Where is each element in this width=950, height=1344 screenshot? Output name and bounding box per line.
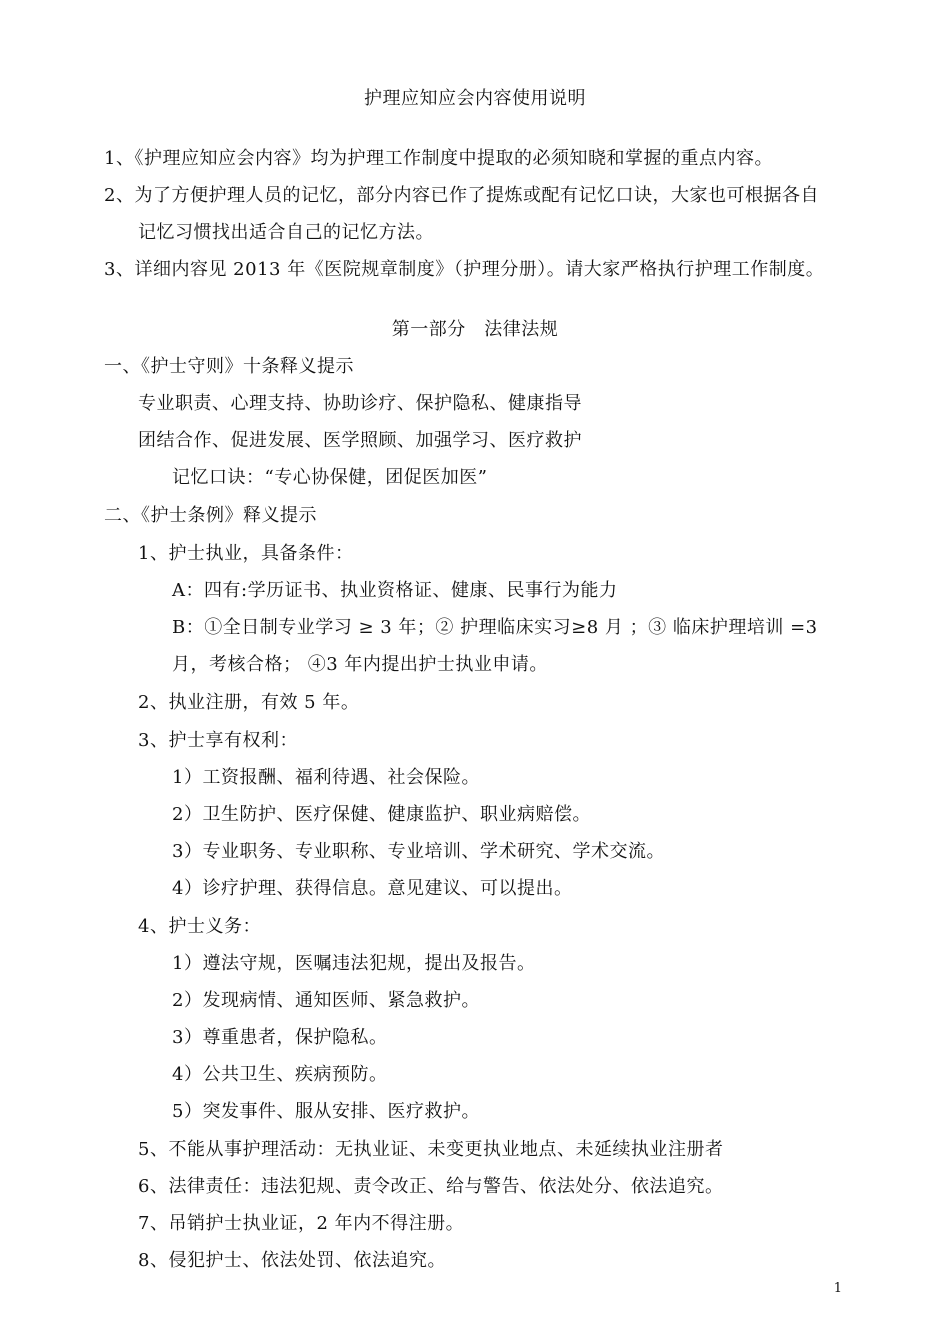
mnemonic-line: 记忆口诀：“专心协保健，团促医加医” [172,467,488,488]
list-item: B：①全日制专业学习 ≥ 3 年；② 护理临床实习≥8 月 ；③ 临床护理培训 =3 [172,617,818,638]
list-item: 6、法律责任：违法犯规、责令改正、给与警告、依法处分、依法追究。 [138,1176,724,1197]
list-item: 1）工资报酬、福利待遇、社会保险。 [172,767,480,788]
list-item: 5）突发事件、服从安排、医疗救护。 [172,1101,480,1122]
list-item: 2）卫生防护、医疗保健、健康监护、职业病赔偿。 [172,804,591,825]
list-item: 4）诊疗护理、获得信息。意见建议、可以提出。 [172,878,573,899]
intro-item-1: 1、《护理应知应会内容》均为护理工作制度中提取的必须知晓和掌握的重点内容。 [104,148,773,169]
list-item: 3）尊重患者，保护隐私。 [172,1027,388,1048]
list-item: 3）专业职务、专业职称、专业培训、学术研究、学术交流。 [172,841,665,862]
intro-item-2-continued: 记忆习惯找出适合自己的记忆方法。 [138,222,434,243]
list-item: 8、侵犯护士、依法处罚、依法追究。 [138,1250,446,1271]
list-item: 1、护士执业，具备条件： [138,543,354,564]
list-item: 2、执业注册，有效 5 年。 [138,692,360,713]
list-item: 3、护士享有权利： [138,730,298,751]
intro-item-3: 3、详细内容见 2013 年《医院规章制度》（护理分册）。请大家严格执行护理工作制度。 [104,259,825,280]
intro-item-2: 2、为了方便护理人员的记忆，部分内容已作了提炼或配有记忆口诀，大家也可根据各自 [104,185,819,206]
section-heading-2: 二、《护士条例》释义提示 [104,505,317,526]
page-number: 1 [833,1281,842,1296]
list-item: 5、不能从事护理活动：无执业证、未变更执业地点、未延续执业注册者 [138,1139,724,1160]
list-item: 7、吊销护士执业证，2 年内不得注册。 [138,1213,465,1234]
list-item-continued: 月，考核合格； ④3 年内提出护士执业申请。 [172,654,548,675]
section-heading-1: 一、《护士守则》十条释义提示 [104,356,354,377]
nurse-code-line-1: 专业职责、心理支持、协助诊疗、保护隐私、健康指导 [138,393,582,414]
list-item: 1）遵法守规，医嘱违法犯规，提出及报告。 [172,953,536,974]
part-title: 第一部分 法律法规 [391,319,559,340]
list-item: 4、护士义务： [138,916,261,937]
list-item: 2）发现病情、通知医师、紧急救护。 [172,990,480,1011]
nurse-code-line-2: 团结合作、促进发展、医学照顾、加强学习、医疗救护 [138,430,582,451]
list-item: 4）公共卫生、疾病预防。 [172,1064,388,1085]
document-title: 护理应知应会内容使用说明 [364,88,586,109]
list-item: A：四有:学历证书、执业资格证、健康、民事行为能力 [172,580,618,601]
